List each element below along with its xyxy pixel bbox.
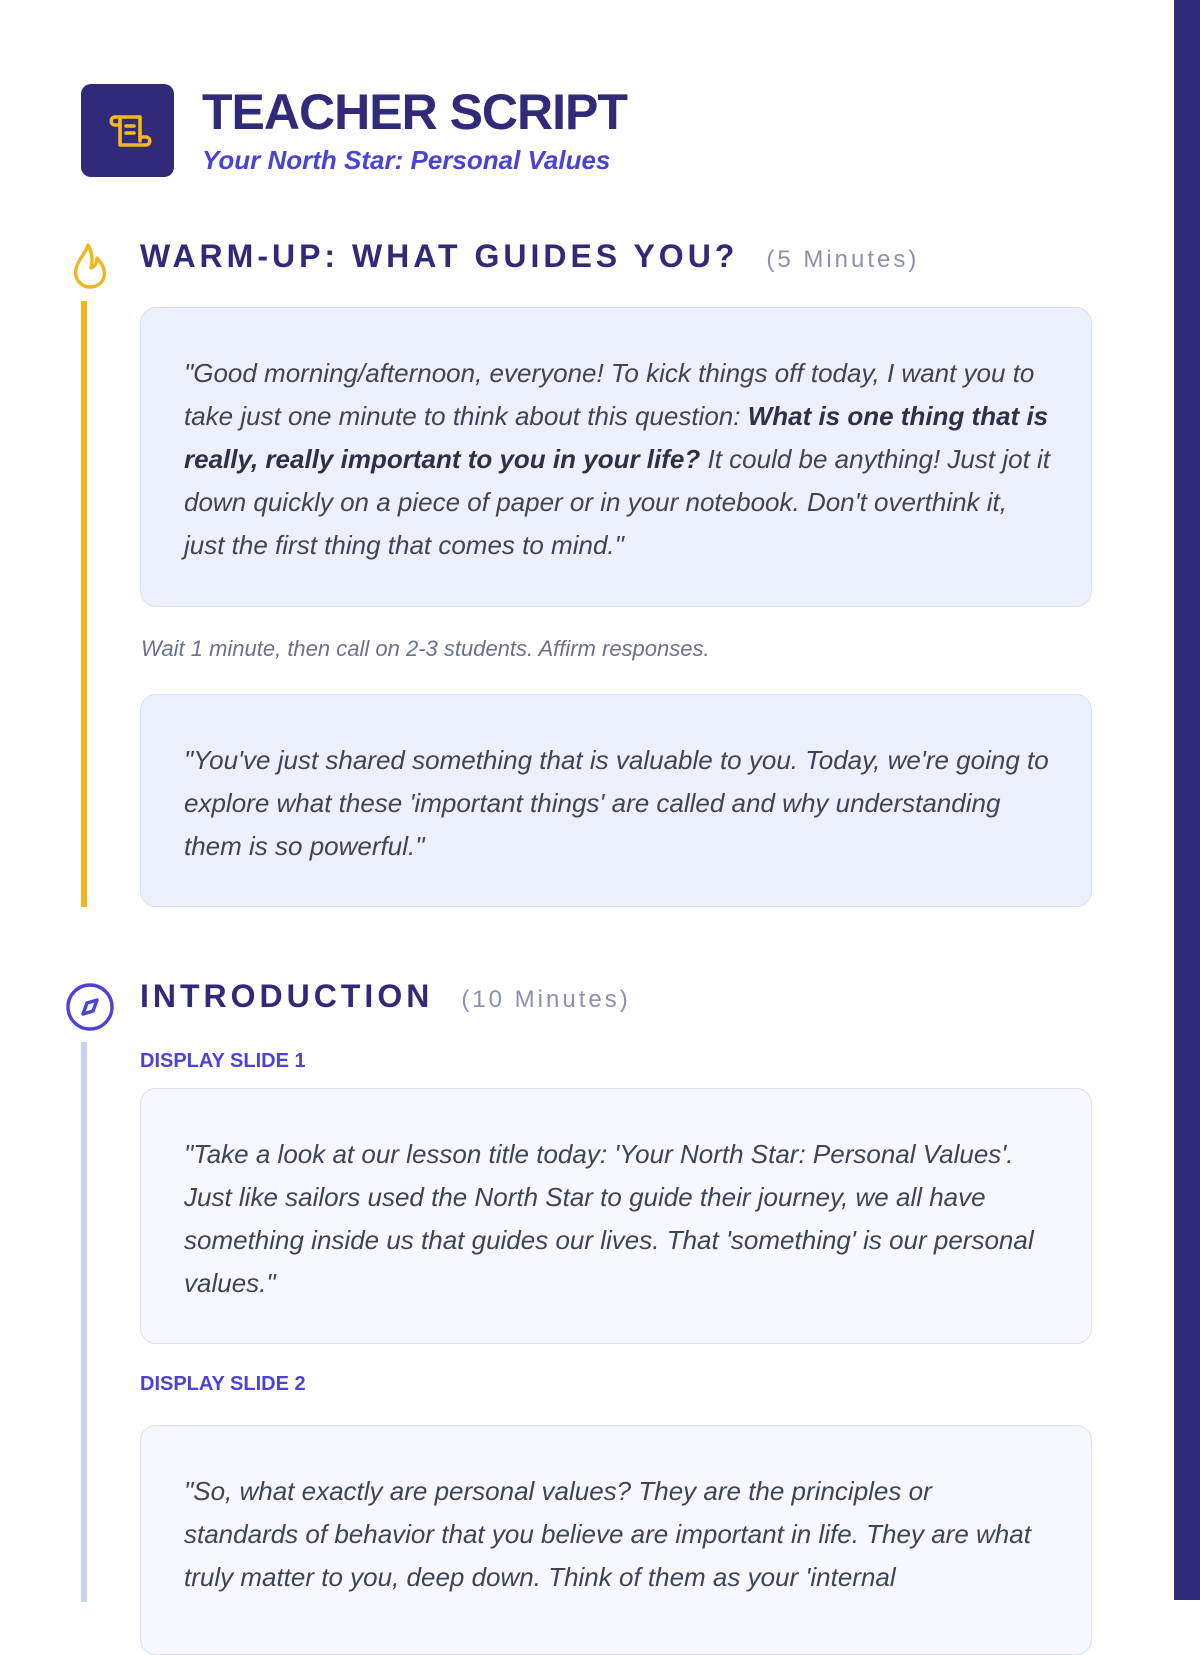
warmup-script-1-text-end: It could be anything! Just jot it down quickly on a piece of paper or in your notebook. Don't overthink it, just the first thing that comes to mind.": [184, 444, 1051, 560]
slide-2-script-text: "So, what exactly are personal values? They are the principles or standards of behavior that you believe are important in life. They are what truly matter to you, deep down. Think of them as your 'internal: [184, 1476, 1031, 1592]
warmup-script-1-text: "Good morning/afternoon, everyone! To kick things off today, I want you to take just one minute to think about this question:: [184, 358, 1035, 431]
warmup-duration: (5 Minutes): [766, 246, 920, 273]
page-header: [81, 84, 627, 177]
introduction-rail: [81, 1042, 87, 1602]
flame-icon: [64, 241, 116, 293]
warmup-header: [140, 238, 919, 275]
warmup-rail: [81, 301, 87, 907]
page-title: TEACHER SCRIPT: [202, 84, 627, 140]
warmup-script-card-2: [140, 694, 1092, 907]
display-slide-2-label: DISPLAY SLIDE 2: [140, 1373, 306, 1395]
slide-2-script-card: [140, 1425, 1092, 1655]
warmup-title: WARM-UP: WHAT GUIDES YOU?: [140, 238, 739, 274]
introduction-duration: (10 Minutes): [461, 986, 631, 1013]
warmup-script-card-1: [140, 307, 1092, 607]
display-slide-1-label: DISPLAY SLIDE 1: [140, 1050, 306, 1072]
slide-1-script-text: "Take a look at our lesson title today: 'Your North Star: Personal Values'. Just like sailors used the North Star to guide their journey, we all have something inside us that guides our lives. That 'something' is our personal values.": [184, 1139, 1034, 1298]
scroll-icon: [81, 84, 174, 177]
page-subtitle: Your North Star: Personal Values: [202, 145, 611, 175]
introduction-title: INTRODUCTION: [140, 978, 434, 1014]
slide-1-script-card: [140, 1088, 1092, 1344]
warmup-script-1-question: What is one thing that is really, really important to you in your life?: [184, 401, 1049, 474]
warmup-script-2-text: "You've just shared something that is valuable to you. Today, we're going to explore what these 'important things' are called and why understanding them is so powerful.": [184, 745, 1049, 861]
right-edge-bar: [1174, 0, 1200, 1600]
introduction-header: [140, 978, 631, 1015]
teacher-instruction-note: Wait 1 minute, then call on 2-3 students. Affirm responses.: [141, 636, 710, 661]
compass-icon: [64, 981, 116, 1033]
